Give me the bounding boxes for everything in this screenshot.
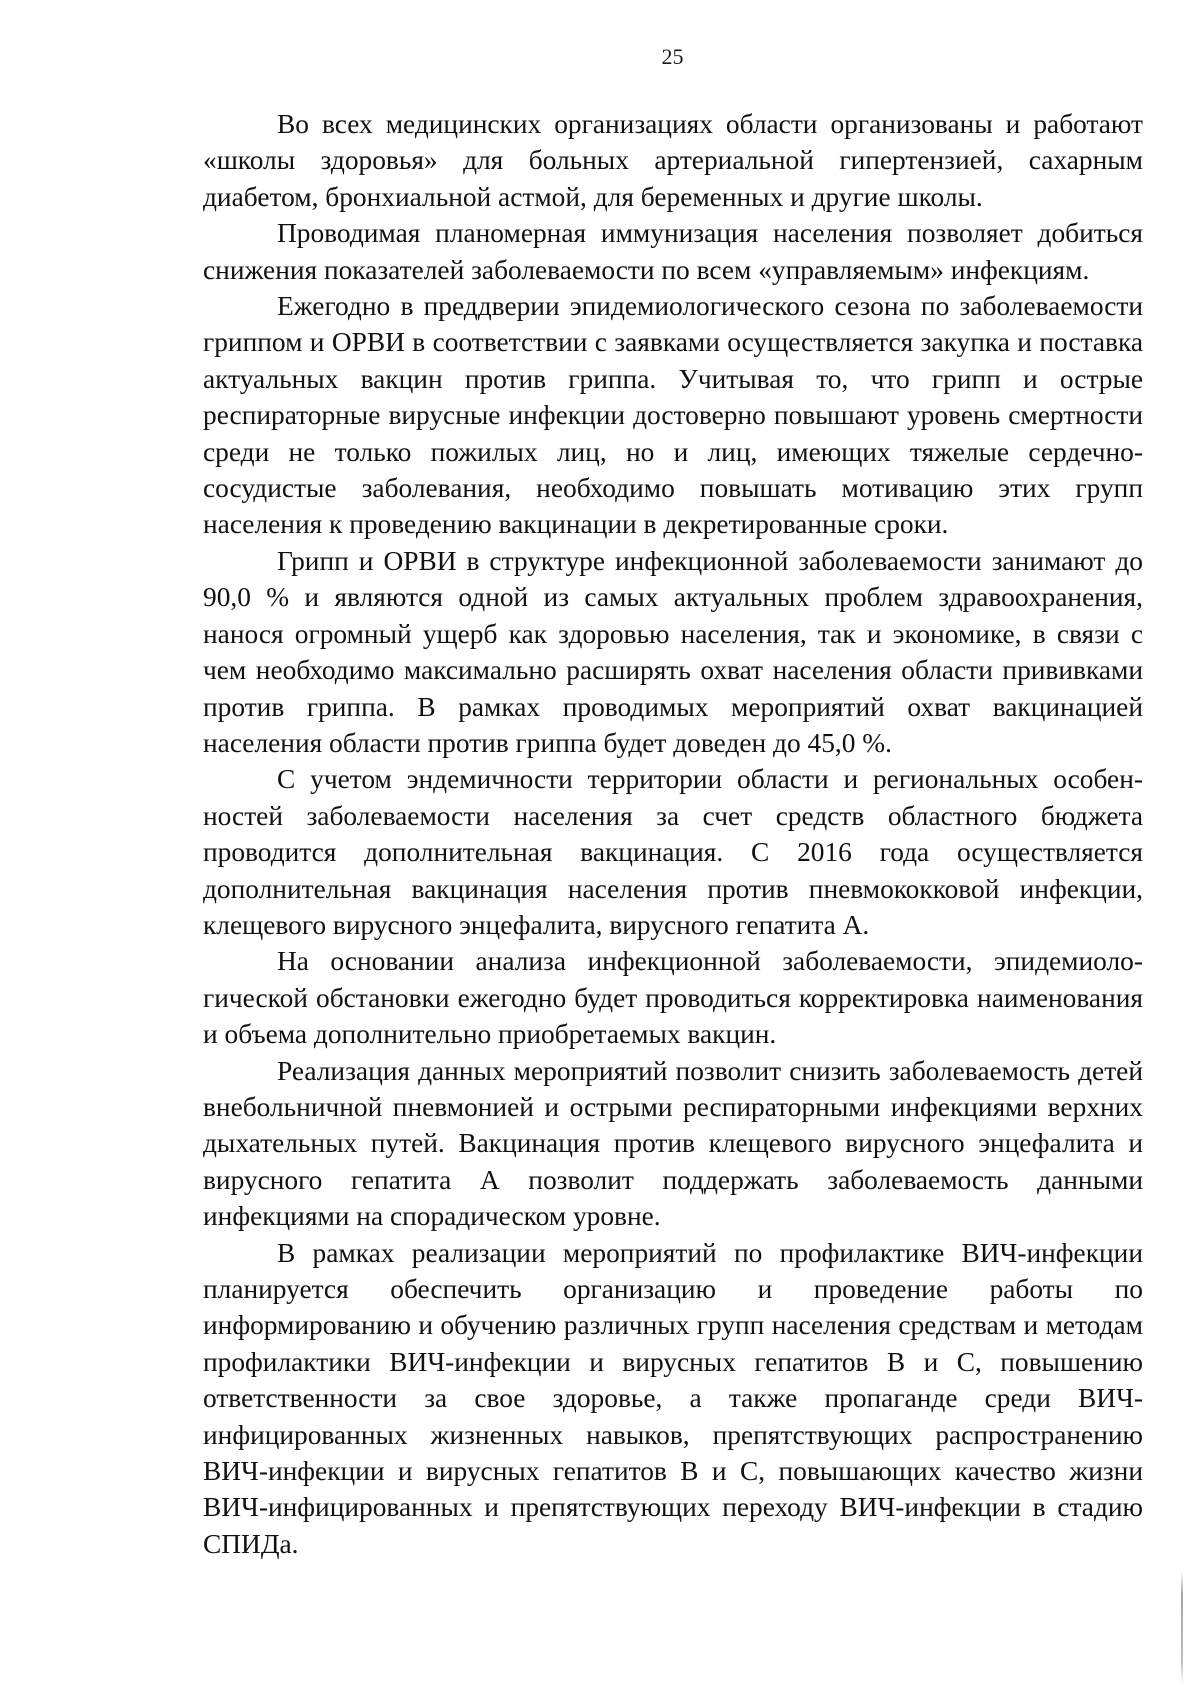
document-body <box>203 106 1143 1562</box>
paragraph: В рамках реализации мероприятий по профилактике ВИЧ-инфекции планируется обеспечить организацию и проведение работы по информированию и обучению различных групп населения средствам и методам профилактики ВИЧ-инфекции и вирусных гепатитов В и С, повышению ответственности за свое здоровье, а также пропаганде среди ВИЧ-инфицированных жизненных навыков, препятствующих распространению ВИЧ-инфекции и вирусных гепатитов В и С, повышающих качество жизни ВИЧ-инфицированных и препятствующих переходу ВИЧ-инфекции в стадию СПИДа. <box>203 1237 1143 1559</box>
paragraph: Проводимая планомерная иммунизация населения позволяет добиться снижения показателей заболеваемости по всем «управляемым» инфекциям. <box>203 218 1143 285</box>
page-number: 25 <box>661 44 684 69</box>
paragraph: Ежегодно в преддверии эпидемиологического сезона по заболеваемости гриппом и ОРВИ в соответствии с заявками осуществляется закупка и поставка актуальных вакцин против гриппа. Учитывая то, что грипп и острые респираторные вирусные инфекции достоверно повышают уровень смертности среди не только пожилых лиц, но и лиц, имеющих тяжелые сердечно-сосудистые заболевания, необходимо повышать мотивацию этих групп населения к проведению вакцинации в декретированные сроки. <box>203 291 1143 540</box>
paragraph: С учетом эндемичности территории области и региональных особенностей заболеваемости населения за счет средств областного бюджета проводится дополнительная вакцинация. С 2016 года осуществляется дополнительная вакцинация населения против пневмококковой инфекции, клещевого вирусного энцефалита, вирусного гепатита А. <box>203 764 1143 940</box>
paragraph: Во всех медицинских организациях области организованы и работают «школы здоровья» для больных артериальной гипертензией, сахарным диабетом, бронхиальной астмой, для беременных и другие школы. <box>203 109 1143 212</box>
paragraph: На основании анализа инфекционной заболеваемости, эпидемиологической обстановки ежегодно будет проводиться корректировка наименования и объема дополнительно приобретаемых вакцин. <box>203 946 1143 1050</box>
paragraph: Грипп и ОРВИ в структуре инфекционной заболеваемости занимают до 90,0 % и являются одной из самых актуальных проблем здравоохранения, нанося огромный ущерб как здоровью населения, так и экономике, в связи с чем необходимо максимально расширять охват населения области прививками против гриппа. В рамках проводимых мероприятий охват вакцинацией населения области против гриппа будет доведен до 45,0 %. <box>203 545 1143 758</box>
scan-edge-mark <box>1181 1572 1183 1684</box>
paragraph: Реализация данных мероприятий позволит снизить заболеваемость детей внебольничной пневмонией и острыми респираторными инфекциями верхних дыхательных путей. Вакцинация против клещевого вирусного энцефалита и вирусного гепатита А позволит поддержать заболеваемость данными инфекциями на спорадическом уровне. <box>203 1055 1143 1232</box>
